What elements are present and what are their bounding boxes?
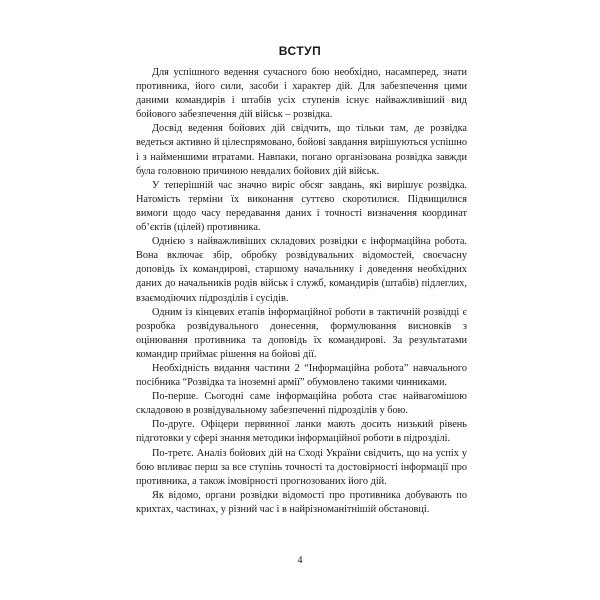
- paragraph-4: Однією з найважливіших складових розвідки є інформаційна робота. Вона включає збір, обробку розвідувальних відомостей, своєчасну доповідь їх командирові, старшому начальнику і доведення необхідних даних до начальників родів військ і служб, командирів (штабів) підлеглих, взаємодіючих підрозділів і сусідів.: [136, 236, 467, 304]
- paragraph-3: У теперішній час значно виріс обсяг завдань, які вирішує розвідка. Натомість терміни їх виконання суттєво скоротилися. Підвищилися вимоги щодо часу передавання даних і точності визначення координат об’єктів (цілей) противника.: [136, 179, 467, 234]
- page-title: ВСТУП: [278, 44, 322, 58]
- paragraph-6: Необхідність видання частини 2 “Інформаційна робота” навчального посібника “Розвідка та іноземні армії” обумовлено такими чинниками.: [136, 362, 467, 389]
- paragraph-2: Досвід ведення бойових дій свідчить, що тільки там, де розвідка ведеться активно й цілеспрямовано, бойові завдання вирішуються успішно і з найменшими втратами. Навпаки, погано організована розвідка завжди була головною причиною невдалих бойових дій військ.: [136, 123, 467, 177]
- paragraph-10: Як відомо, органи розвідки відомості про противника добувають по крихтах, частинах, у різний час і в найрізноманітнішій обстановці.: [136, 489, 467, 515]
- paragraph-8: По-друге. Офіцери первинної ланки мають досить низький рівень підготовки у сфері знання методики інформаційної роботи в підрозділі.: [136, 419, 467, 445]
- paragraph-1: Для успішного ведення сучасного бою необхідно, насамперед, знати противника, його сили, засоби і характер дій. Для забезпечення цими даними командирів і штабів усіх ступенів існує найважливіший вид бойового забезпечення дій військ – розвідка.: [136, 67, 467, 121]
- paragraph-9: По-третє. Аналіз бойових дій на Сході України свідчить, що на успіх у бою впливає перш за все ступінь точності та достовірності інформації про противника, а також імовірності прогнозованих його дій.: [136, 447, 467, 487]
- paragraph-5: Одним із кінцевих етапів інформаційної роботи в тактичній розвідці є розробка розвідувального донесення, формулювання висновків з оцінювання противника та доповідь їх командирові. За результатами командир приймає рішення на бойові дії.: [136, 306, 467, 360]
- page-number: 4: [297, 555, 303, 566]
- paragraph-7: По-перше. Сьогодні саме інформаційна робота стає найвагомішою складовою в розвідувальному забезпеченні підрозділів у бою.: [136, 391, 467, 417]
- body-text: [136, 66, 467, 517]
